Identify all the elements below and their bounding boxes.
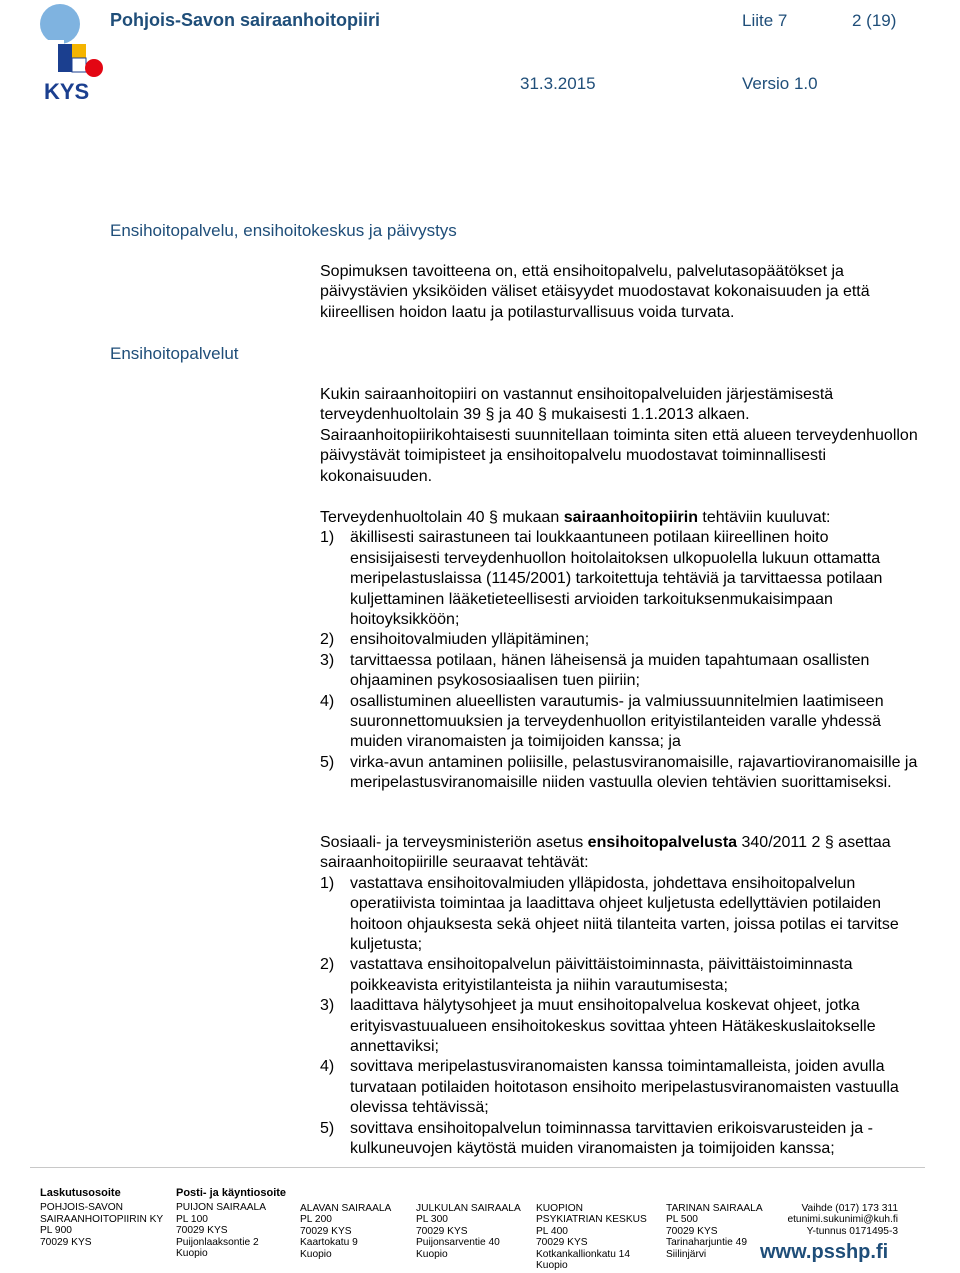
law-intro: Terveydenhuoltolain 40 § mukaan sairaanhoitopiirin tehtäviin kuuluvat: (320, 509, 831, 526)
page-number: 2 (19) (852, 11, 897, 30)
paragraph-responsibility (320, 385, 920, 487)
list-item: 2) vastattava ensihoitopalvelun päivittäistoiminnasta, päivittäistoiminnasta poikkeavista erityistilanteista ja niihin varautumisesta; (320, 956, 853, 994)
website-link[interactable]: www.psshp.fi (760, 1241, 889, 1263)
footer-alava-address: ALAVAN SAIRAALA PL 200 70029 KYS Kaartokatu 9 Kuopio (300, 1203, 392, 1260)
organization-name: Pohjois-Savon sairaanhoitopiiri (110, 10, 381, 30)
paragraph-text: Sopimuksen tavoitteena on, että ensihoitopalvelu, palvelutasopäätökset ja päivystävien yksiköiden väliset etäisyydet muodostavat kokonaisuuden ja että kiireellisen hoidon laatu ja potilasturvallisuus voida turvata. (320, 263, 870, 321)
list-item: 3) tarvittaessa potilaan, hänen läheisensä ja muiden tapahtumaan osallisten ohjaaminen psykososiaalisen tuen piiriin; (320, 651, 870, 690)
list-item: 1) äkillisesti sairastuneen tai loukkaantuneen potilaan kiireellinen hoito ensisijaisesti terveydenhuollon hoitolaitoksen ulkopuolella lukuun ottamatta meripelastuslaissa (1145/2001) tarkoitettuja tehtäviä ja tarvittaessa potilaan kuljettaminen lääketieteellisesti arvioiden tarkoituksenmukaisimpaan hoitoyksikköön; (320, 529, 883, 629)
list-item: 1) vastattava ensihoitovalmiuden ylläpidosta, johdettava ensihoitopalvelun operatiivista toimintaa ja laadittava ohjeet kuljetusta edellyttävien potilaiden hoitoon ohjauksesta sekä ohjeet niitä tilanteita varten, joissa potilas ei tarvitse kuljetusta; (320, 874, 899, 954)
footer-contact: Vaihde (017) 173 311 etunimi.sukunimi@kuh.fi Y-tunnus 0171495-3 (787, 1203, 898, 1237)
list-item: 5) virka-avun antaminen poliisille, pelastusviranomaisille, rajavartioviranomaisille ja meripelastusviranomaisille niiden vastuulla olevien tehtävien suorittamiseksi. (320, 753, 918, 792)
list-item: 4) osallistuminen alueellisten varautumis- ja valmiussuunnitelmien laatimiseen suuronnettomuuksien ja terveydenhuollon erityistilanteiden varalle yhdessä muiden viranomaisten ja toimijoiden kanssa; ja (320, 692, 884, 751)
footer-tarina-address: TARINAN SAIRAALA PL 500 70029 KYS Tarinaharjuntie 49 Siilinjärvi (666, 1203, 763, 1260)
section-title: Ensihoitopalvelu, ensihoitokeskus ja päivystys (110, 221, 457, 240)
list-item: 2) ensihoitovalmiuden ylläpitäminen; (320, 631, 590, 649)
law-task-list (320, 528, 920, 793)
footer-julkula-address: JULKULAN SAIRAALA PL 300 70029 KYS Puijonsarventie 40 Kuopio (416, 1203, 521, 1260)
footer-billing-address: Laskutusosoite POHJOIS-SAVON SAIRAANHOITOPIIRIN KY PL 900 70029 KYS (40, 1187, 164, 1248)
paragraph-text: Kukin sairaanhoitopiiri on vastannut ensihoitopalveluiden järjestämisestä terveydenhuoltolain 39 § ja 40 § mukaisesti 1.1.2013 alkaen. (320, 386, 834, 424)
law-section (320, 508, 920, 794)
kys-logo (38, 4, 104, 102)
footer-divider (30, 1167, 925, 1168)
decree-intro: Sosiaali- ja terveysministeriön asetus ensihoitopalvelusta 340/2011 2 § asettaa sairaanhoitopiirille seuraavat tehtävät: (320, 834, 891, 872)
list-item: 5) sovittava ensihoitopalvelun toiminnassa tarvittavien erikoisvarusteiden ja -kulkuneuvojen käytöstä muiden viranomaisten ja toimijoiden kanssa; (320, 1119, 873, 1158)
document-date: 31.3.2015 (520, 74, 596, 93)
svg-text:KYS: KYS (44, 79, 90, 102)
paragraph-objective (320, 262, 920, 323)
side-heading: Ensihoitopalvelut (110, 344, 239, 363)
decree-section (320, 833, 920, 1160)
annex-label: Liite 7 (742, 11, 788, 30)
paragraph-text: Sairaanhoitopiirikohtaisesti suunnitellaan toiminta siten että alueen terveydenhuollon päivystävät toimipisteet ja ensihoitopalvelu muodostavat toiminnallisesti kokonaisuuden. (320, 426, 918, 485)
list-item: 3) laadittava hälytysohjeet ja muut ensihoitopalvelua koskevat ohjeet, jotka erityisvastuualueen ensihoitokeskus sovittaa yhteen Hätäkeskuslaitokselle annettaviksi; (320, 997, 876, 1056)
document-version: Versio 1.0 (742, 74, 818, 93)
list-item: 4) sovittava meripelastusviranomaisten kanssa toimintamalleista, joiden avulla turvataan potilaiden hoitotason ensihoito meripelastusviranomaisten vastuulla olevissa tehtävissä; (320, 1058, 899, 1117)
footer-heading: Posti- ja käyntiosoite (176, 1187, 287, 1199)
footer-kuopio-psychiatry-address: KUOPION PSYKIATRIAN KESKUS PL 400 70029 KYS Kotkankallionkatu 14 Kuopio (536, 1203, 647, 1272)
footer-heading: Laskutusosoite (40, 1187, 121, 1199)
footer-puijo-address: Posti- ja käyntiosoite PUIJON SAIRAALA PL 100 70029 KYS Puijonlaaksontie 2 Kuopio (176, 1187, 287, 1260)
decree-task-list (320, 874, 920, 1160)
